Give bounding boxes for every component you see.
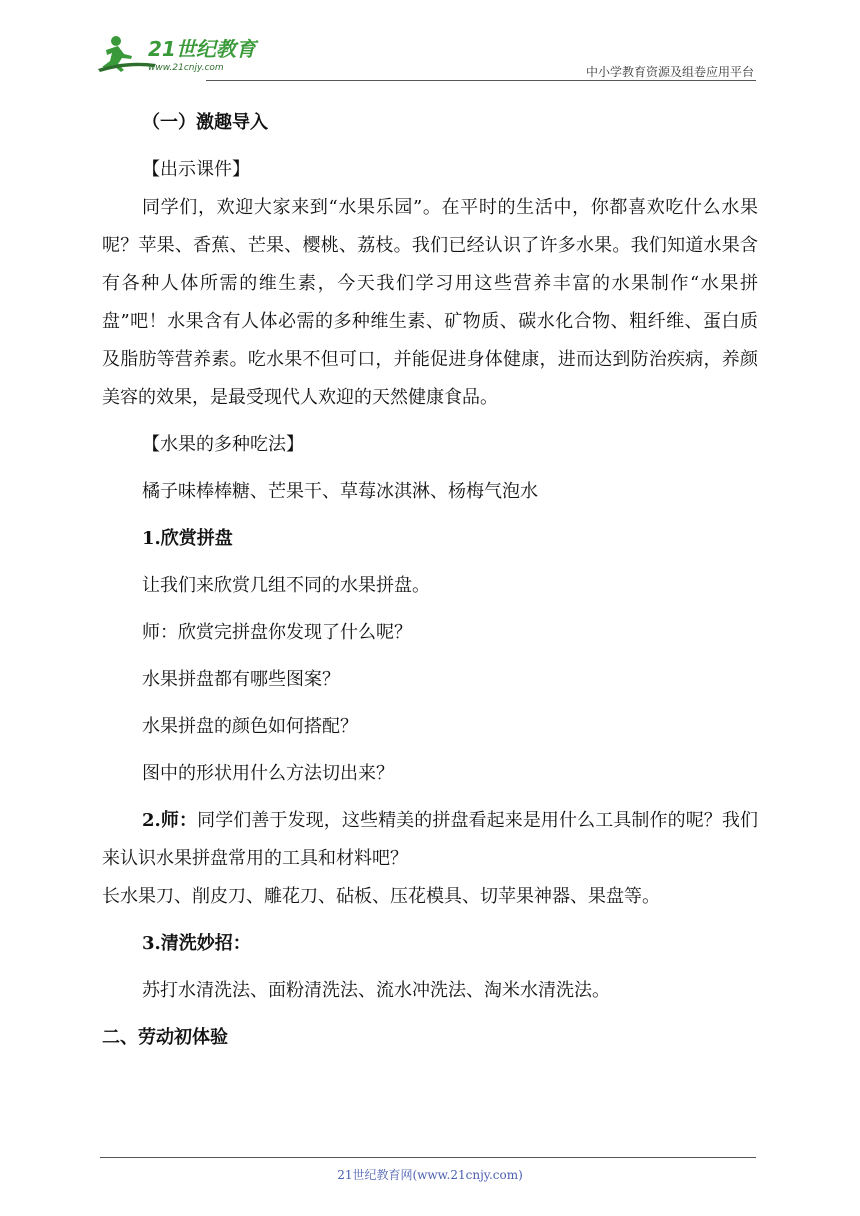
section1-line: 水果拼盘的颜色如何搭配？ [142, 716, 358, 737]
bracket-ways: 【水果的多种吃法】 [142, 434, 304, 455]
section1-line: 图中的形状用什么方法切出来？ [142, 763, 394, 784]
platform-name: 中小学教育资源及组卷应用平台 [585, 65, 754, 79]
wash-methods: 苏打水清洗法、面粉清洗法、流水冲洗法、淘米水清洗法。 [142, 980, 610, 1001]
section3-title: 3.清洗妙招： [142, 933, 251, 954]
bracket-courseware: 【出示课件】 [142, 159, 250, 180]
document-body [102, 104, 758, 1066]
section1-line: 水果拼盘都有哪些图案？ [142, 669, 340, 690]
section1-line: 师：欣赏完拼盘你发现了什么呢？ [142, 622, 412, 643]
ways-list: 橘子味棒棒糖、芒果干、草莓冰淇淋、杨梅气泡水 [142, 481, 538, 502]
site-logo[interactable] [96, 34, 266, 74]
running-figure-logo-icon [96, 34, 266, 74]
section1-title: 1.欣赏拼盘 [142, 528, 233, 549]
section1-line: 让我们来欣赏几组不同的水果拼盘。 [142, 575, 430, 596]
footer-divider [100, 1157, 756, 1158]
intro-paragraph: 同学们，欢迎大家来到“水果乐园”。在平时的生活中，你都喜欢吃什么水果呢？苹果、香蕉、芒果、樱桃、荔枝。我们已经认识了许多水果。我们知道水果含有各种人体所需的维生素，今天我们学习用这些营养丰富的水果制作“水果拼盘”吧！水果含有人体必需的多种维生素、矿物质、碳水化合物、粗纤维、蛋白质及脂肪等营养素。吃水果不但可口，并能促进身体健康，进而达到防治疾病，养颜美容的效果，是最受现代人欢迎的天然健康食品。 [102, 197, 758, 408]
heading-labor: 二、劳动初体验 [102, 1027, 228, 1048]
section2-title: 2.师： [142, 810, 198, 831]
section2-text: 同学们善于发现，这些精美的拼盘看起来是用什么工具制作的呢？我们来认识水果拼盘常用的工具和材料吧？ [102, 810, 759, 869]
logo-text: 21世纪教育 [148, 37, 256, 61]
header-divider [206, 80, 756, 81]
section2-paragraph [102, 802, 758, 878]
tools-list: 长水果刀、削皮刀、雕花刀、砧板、压花模具、切苹果神器、果盘等。 [102, 886, 660, 907]
footer-link[interactable]: 21世纪教育网(www.21cnjy.com) [337, 1168, 523, 1182]
page-header [96, 30, 756, 78]
heading-intro: （一）激趣导入 [142, 112, 268, 133]
logo-url: www.21cnjy.com [148, 63, 224, 73]
